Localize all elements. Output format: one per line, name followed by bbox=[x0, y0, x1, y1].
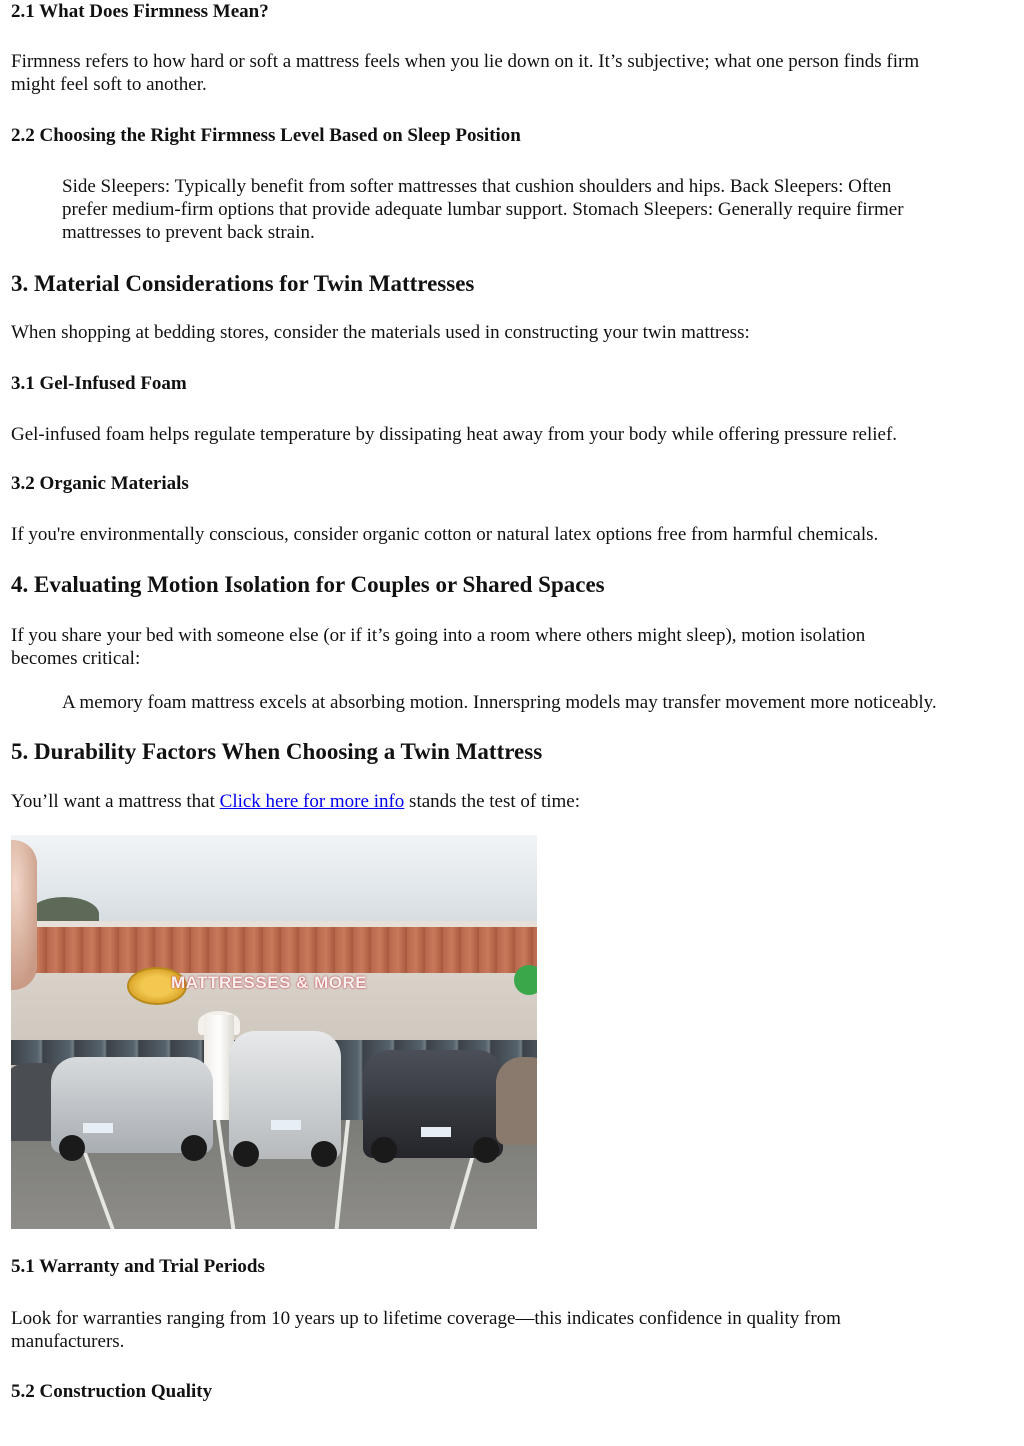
license-plate bbox=[83, 1123, 113, 1133]
paragraph-line: Side Sleepers: Typically benefit from softer mattresses that cushion shoulders and hips. Back Sleepers: Often bbox=[62, 176, 892, 197]
paragraph-line: prefer medium-firm options that provide adequate lumbar support. Stomach Sleepers: Generally require firmer bbox=[62, 199, 904, 220]
car-wheel bbox=[371, 1137, 397, 1163]
paragraph-organic: If you're environmentally conscious, consider organic cotton or natural latex options free from harmful chemicals. bbox=[11, 524, 879, 545]
paragraph-warranty bbox=[11, 1307, 841, 1353]
car-wheel bbox=[311, 1141, 337, 1167]
store-sign-text: MATTRESSES & MORE bbox=[171, 973, 368, 992]
tile-roof bbox=[11, 927, 537, 976]
license-plate bbox=[421, 1127, 451, 1137]
paragraph-line: If you share your bed with someone else (or if it’s going into a room where others might sleep), motion isolation bbox=[11, 625, 866, 646]
parked-car bbox=[496, 1057, 537, 1145]
section-heading-3-1: 3.1 Gel-Infused Foam bbox=[11, 373, 187, 394]
section-heading-3-2: 3.2 Organic Materials bbox=[11, 473, 189, 494]
car-wheel bbox=[473, 1137, 499, 1163]
section-heading-2-2: 2.2 Choosing the Right Firmness Level Based on Sleep Position bbox=[11, 125, 521, 146]
section-heading-5-1: 5.1 Warranty and Trial Periods bbox=[11, 1256, 265, 1277]
paragraph-line: might feel soft to another. bbox=[11, 74, 207, 95]
car-wheel bbox=[233, 1141, 259, 1167]
paragraph-line: mattresses to prevent back strain. bbox=[62, 222, 315, 243]
paragraph-gel-foam: Gel-infused foam helps regulate temperature by dissipating heat away from your body while offering pressure relief. bbox=[11, 424, 898, 445]
section-heading-5: 5. Durability Factors When Choosing a Twin Mattress bbox=[11, 739, 543, 764]
section-heading-3: 3. Material Considerations for Twin Mattresses bbox=[11, 271, 475, 296]
license-plate bbox=[271, 1120, 301, 1130]
section-heading-4: 4. Evaluating Motion Isolation for Couples or Shared Spaces bbox=[11, 572, 605, 597]
paragraph-materials-intro: When shopping at bedding stores, consider the materials used in constructing your twin mattress: bbox=[11, 322, 750, 343]
paragraph-line: manufacturers. bbox=[11, 1331, 125, 1352]
more-info-link[interactable]: Click here for more info bbox=[219, 791, 405, 812]
paragraph-firmness bbox=[11, 50, 919, 96]
paragraph-text: stands the test of time: bbox=[404, 791, 581, 812]
storefront-photo bbox=[11, 835, 537, 1229]
paragraph-motion-isolation bbox=[11, 624, 865, 670]
paragraph-line: becomes critical: bbox=[11, 648, 141, 669]
blockquote-sleep-positions bbox=[62, 175, 904, 244]
car-wheel bbox=[181, 1135, 207, 1161]
paragraph-line: Look for warranties ranging from 10 years up to lifetime coverage—this indicates confidence in quality from bbox=[11, 1308, 841, 1329]
section-heading-2-1: 2.1 What Does Firmness Mean? bbox=[11, 1, 269, 22]
paragraph-text: You’ll want a mattress that bbox=[11, 791, 220, 812]
paragraph-line: Firmness refers to how hard or soft a mattress feels when you lie down on it. It’s subjective; what one person finds firm bbox=[11, 51, 920, 72]
finger-obstruction bbox=[11, 840, 37, 990]
green-sign-icon bbox=[514, 965, 537, 995]
blockquote-memory-foam: A memory foam mattress excels at absorbing motion. Innerspring models may transfer movement more noticeably. bbox=[62, 692, 937, 713]
paragraph-durability bbox=[11, 790, 580, 813]
parked-suv-white bbox=[229, 1031, 341, 1159]
section-heading-5-2: 5.2 Construction Quality bbox=[11, 1381, 213, 1402]
car-wheel bbox=[59, 1135, 85, 1161]
